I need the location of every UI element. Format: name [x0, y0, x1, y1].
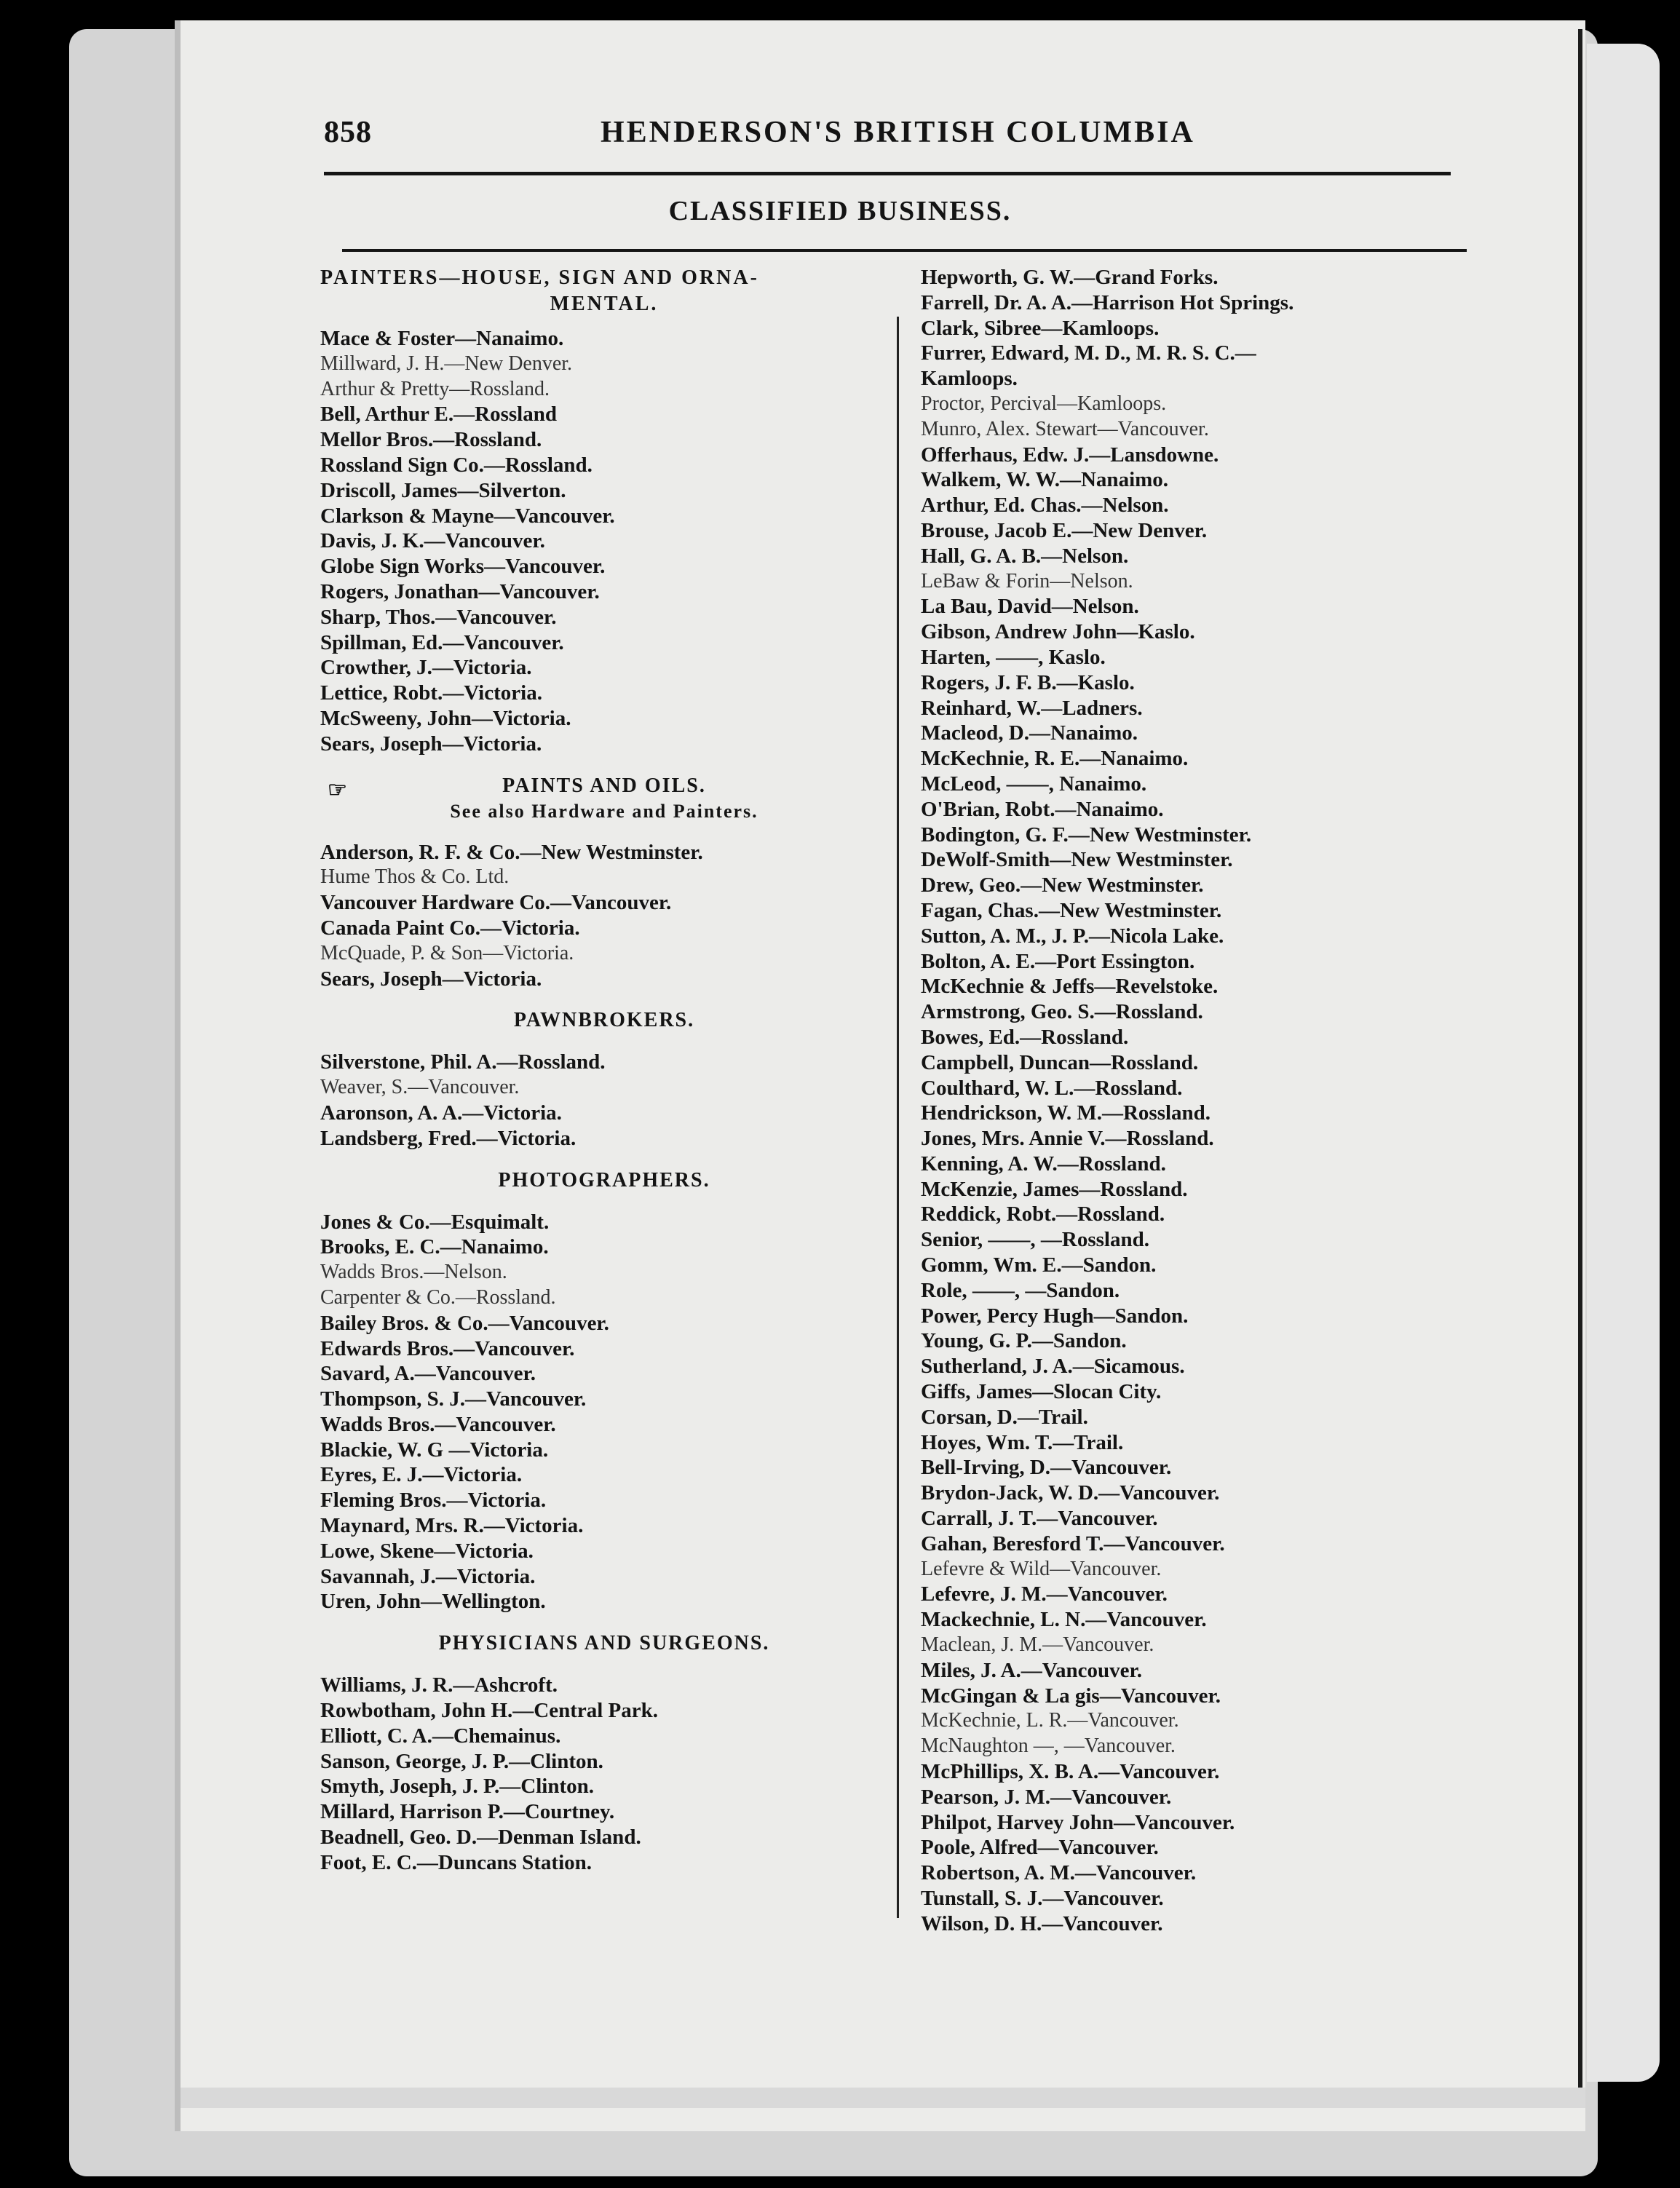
- list-item: Sharp, Thos.—Vancouver.: [320, 605, 557, 629]
- list-item: Gomm, Wm. E.—Sandon.: [921, 1253, 1157, 1277]
- list-item: Lefevre & Wild—Vancouver.: [921, 1557, 1162, 1580]
- list-item: Kamloops.: [921, 367, 1018, 391]
- list-item: Gahan, Beresford T.—Vancouver.: [921, 1531, 1225, 1555]
- list-item: Rowbotham, John H.—Central Park.: [320, 1699, 659, 1723]
- list-item: Bailey Bros. & Co.—Vancouver.: [320, 1311, 609, 1335]
- page-header: [324, 115, 1212, 159]
- list-item: Aaronson, A. A.—Victoria.: [320, 1101, 562, 1125]
- adjacent-page-edge: [1587, 44, 1660, 2082]
- list-item: Uren, John—Wellington.: [320, 1590, 546, 1614]
- list-item: Power, Percy Hugh—Sandon.: [921, 1304, 1189, 1328]
- list-item: Drew, Geo.—New Westminster.: [921, 873, 1204, 897]
- list-item: Clark, Sibree—Kamloops.: [921, 316, 1160, 340]
- list-item: Anderson, R. F. & Co.—New Westminster.: [320, 840, 703, 864]
- page-number: 858: [324, 116, 372, 149]
- list-item: DeWolf-Smith—New Westminster.: [921, 848, 1233, 872]
- list-item: Davis, J. K.—Vancouver.: [320, 529, 545, 553]
- list-item: Fleming Bros.—Victoria.: [320, 1489, 547, 1513]
- left-column: [320, 265, 888, 1876]
- list-item: Maynard, Mrs. R.—Victoria.: [320, 1514, 584, 1538]
- list-item: Bolton, A. E.—Port Essington.: [921, 949, 1195, 973]
- heading-photographers: PHOTOGRAPHERS.: [498, 1168, 710, 1192]
- list-item: Sutton, A. M., J. P.—Nicola Lake.: [921, 924, 1224, 948]
- list-item: Gibson, Andrew John—Kaslo.: [921, 620, 1195, 644]
- right-column: [921, 265, 1481, 1937]
- list-item: Carrall, J. T.—Vancouver.: [921, 1507, 1158, 1531]
- list-item: Brouse, Jacob E.—New Denver.: [921, 518, 1208, 542]
- list-item: Hume Thos & Co. Ltd.: [320, 865, 510, 889]
- list-item: McKenzie, James—Rossland.: [921, 1177, 1188, 1201]
- list-item: Millward, J. H.—New Denver.: [320, 352, 573, 375]
- heading-painters: PAINTERS—HOUSE, SIGN AND ORNA- MENTAL.: [320, 266, 759, 315]
- pointing-hand-icon: ☞: [328, 778, 347, 802]
- list-item: Wadds Bros.—Nelson.: [320, 1261, 507, 1284]
- list-item: Role, ——, —Sandon.: [921, 1278, 1120, 1302]
- list-item: Mace & Foster—Nanaimo.: [320, 327, 564, 350]
- list-item: Hepworth, G. W.—Grand Forks.: [921, 266, 1219, 289]
- list-item: Corsan, D.—Trail.: [921, 1405, 1088, 1429]
- list-item: Savard, A.—Vancouver.: [320, 1362, 536, 1386]
- list-item: Thompson, S. J.—Vancouver.: [320, 1387, 587, 1411]
- list-item: Jones & Co.—Esquimalt.: [320, 1210, 550, 1234]
- list-item: Rogers, J. F. B.—Kaslo.: [921, 670, 1135, 694]
- list-item: Robertson, A. M.—Vancouver.: [921, 1861, 1197, 1885]
- list-item: Brooks, E. C.—Nanaimo.: [320, 1235, 549, 1259]
- list-item: Proctor, Percival—Kamloops.: [921, 392, 1167, 415]
- list-item: Bowes, Ed.—Rossland.: [921, 1025, 1129, 1049]
- list-item: McGingan & La gis—Vancouver.: [921, 1684, 1221, 1708]
- list-item: Canada Paint Co.—Victoria.: [320, 916, 580, 940]
- list-item: Lefevre, J. M.—Vancouver.: [921, 1582, 1168, 1606]
- list-item: Edwards Bros.—Vancouver.: [320, 1336, 575, 1360]
- list-item: Eyres, E. J.—Victoria.: [320, 1463, 523, 1487]
- section-title: CLASSIFIED BUSINESS.: [668, 196, 1012, 226]
- list-item: McPhillips, X. B. A.—Vancouver.: [921, 1760, 1220, 1784]
- list-item: Reddick, Robt.—Rossland.: [921, 1202, 1165, 1226]
- list-item: McLeod, ——, Nanaimo.: [921, 772, 1147, 796]
- list-item: Smyth, Joseph, J. P.—Clinton.: [320, 1775, 595, 1799]
- list-item: Sanson, George, J. P.—Clinton.: [320, 1749, 603, 1773]
- list-item: Crowther, J.—Victoria.: [320, 656, 532, 680]
- list-item: Sears, Joseph—Victoria.: [320, 967, 542, 991]
- list-item: Rossland Sign Co.—Rossland.: [320, 453, 593, 477]
- page-bottom-edge: [181, 2088, 1585, 2108]
- painters-list: [320, 326, 888, 757]
- heading-pawnbrokers: PAWNBROKERS.: [513, 1009, 695, 1032]
- list-item: Young, G. P.—Sandon.: [921, 1329, 1127, 1353]
- list-item: Walkem, W. W.—Nanaimo.: [921, 468, 1169, 492]
- section-rule: [342, 249, 1467, 252]
- list-item: Wadds Bros.—Vancouver.: [320, 1412, 556, 1436]
- list-item: Sears, Joseph—Victoria.: [320, 732, 542, 756]
- list-item: Clarkson & Mayne—Vancouver.: [320, 504, 615, 528]
- list-item: Kenning, A. W.—Rossland.: [921, 1152, 1166, 1176]
- physicians-list-left: [320, 1673, 888, 1875]
- list-item: Furrer, Edward, M. D., M. R. S. C.—: [921, 341, 1256, 365]
- list-item: Lowe, Skene—Victoria.: [320, 1539, 534, 1563]
- column-divider: [897, 317, 899, 1918]
- list-item: Reinhard, W.—Ladners.: [921, 696, 1143, 720]
- list-item: Campbell, Duncan—Rossland.: [921, 1050, 1199, 1074]
- list-item: McSweeny, John—Victoria.: [320, 706, 571, 730]
- header-rule: [324, 172, 1451, 175]
- list-item: Bell-Irving, D.—Vancouver.: [921, 1456, 1172, 1480]
- list-item: Spillman, Ed.—Vancouver.: [320, 630, 564, 654]
- list-item: Brydon-Jack, W. D.—Vancouver.: [921, 1481, 1220, 1505]
- list-item: Elliott, C. A.—Chemainus.: [320, 1724, 561, 1748]
- list-item: Landsberg, Fred.—Victoria.: [320, 1126, 576, 1150]
- list-item: Williams, J. R.—Ashcroft.: [320, 1673, 558, 1697]
- list-item: Beadnell, Geo. D.—Denman Island.: [320, 1826, 641, 1850]
- heading-physicians: PHYSICIANS AND SURGEONS.: [438, 1632, 770, 1655]
- list-item: Hendrickson, W. M.—Rossland.: [921, 1101, 1211, 1125]
- heading-paints-and-oils: PAINTS AND OILS.: [502, 774, 706, 797]
- list-item: Macleod, D.—Nanaimo.: [921, 721, 1138, 745]
- list-item: Foot, E. C.—Duncans Station.: [320, 1850, 593, 1874]
- list-item: McKechnie & Jeffs—Revelstoke.: [921, 975, 1219, 999]
- list-item: Silverstone, Phil. A.—Rossland.: [320, 1050, 606, 1074]
- list-item: Mellor Bros.—Rossland.: [320, 428, 542, 452]
- page-edge-shadow: [1578, 29, 1582, 2089]
- list-item: McQuade, P. & Son—Victoria.: [320, 941, 574, 964]
- running-title: HENDERSON'S BRITISH COLUMBIA: [601, 116, 1195, 149]
- list-item: Philpot, Harvey John—Vancouver.: [921, 1810, 1235, 1834]
- list-item: McKechnie, L. R.—Vancouver.: [921, 1709, 1179, 1732]
- list-item: Miles, J. A.—Vancouver.: [921, 1658, 1142, 1682]
- list-item: Blackie, W. G —Victoria.: [320, 1438, 549, 1462]
- list-item: Coulthard, W. L.—Rossland.: [921, 1076, 1183, 1100]
- list-item: Vancouver Hardware Co.—Vancouver.: [320, 891, 672, 915]
- pawnbrokers-list: [320, 1050, 888, 1151]
- list-item: Fagan, Chas.—New Westminster.: [921, 898, 1222, 922]
- list-item: Bodington, G. F.—New Westminster.: [921, 823, 1252, 847]
- list-item: Weaver, S.—Vancouver.: [320, 1076, 520, 1099]
- list-item: Harten, ——, Kaslo.: [921, 645, 1106, 669]
- list-item: McKechnie, R. E.—Nanaimo.: [921, 747, 1189, 771]
- list-item: Hall, G. A. B.—Nelson.: [921, 544, 1129, 568]
- list-item: Offerhaus, Edw. J.—Lansdowne.: [921, 443, 1219, 467]
- list-item: Pearson, J. M.—Vancouver.: [921, 1785, 1172, 1809]
- list-item: Jones, Mrs. Annie V.—Rossland.: [921, 1127, 1214, 1151]
- list-item: Rogers, Jonathan—Vancouver.: [320, 579, 600, 603]
- photographers-list: [320, 1210, 888, 1615]
- list-item: Arthur & Pretty—Rossland.: [320, 377, 550, 400]
- list-item: Bell, Arthur E.—Rossland: [320, 403, 557, 427]
- list-item: Millard, Harrison P.—Courtney.: [320, 1800, 615, 1824]
- list-item: Driscoll, James—Silverton.: [320, 478, 566, 502]
- list-item: La Bau, David—Nelson.: [921, 595, 1139, 619]
- list-item: Farrell, Dr. A. A.—Harrison Hot Springs.: [921, 290, 1294, 314]
- list-item: Mackechnie, L. N.—Vancouver.: [921, 1608, 1207, 1632]
- list-item: Sutherland, J. A.—Sicamous.: [921, 1355, 1185, 1379]
- list-item: Wilson, D. H.—Vancouver.: [921, 1911, 1163, 1935]
- list-item: O'Brian, Robt.—Nanaimo.: [921, 797, 1164, 821]
- list-item: Savannah, J.—Victoria.: [320, 1564, 536, 1588]
- paints-list: [320, 840, 888, 992]
- list-item: Munro, Alex. Stewart—Vancouver.: [921, 417, 1209, 440]
- list-item: Arthur, Ed. Chas.—Nelson.: [921, 494, 1169, 518]
- list-item: Maclean, J. M.—Vancouver.: [921, 1633, 1154, 1657]
- list-item: Lettice, Robt.—Victoria.: [320, 681, 542, 705]
- list-item: Carpenter & Co.—Rossland.: [320, 1285, 556, 1309]
- see-also-note: See also Hardware and Painters.: [450, 800, 758, 822]
- list-item: McNaughton —, —Vancouver.: [921, 1735, 1176, 1758]
- list-item: Hoyes, Wm. T.—Trail.: [921, 1430, 1124, 1454]
- list-item: Senior, ——, —Rossland.: [921, 1228, 1149, 1252]
- list-item: LeBaw & Forin—Nelson.: [921, 569, 1133, 592]
- list-item: Armstrong, Geo. S.—Rossland.: [921, 1000, 1203, 1024]
- list-item: Globe Sign Works—Vancouver.: [320, 555, 606, 579]
- list-item: Giffs, James—Slocan City.: [921, 1380, 1162, 1404]
- list-item: Poole, Alfred—Vancouver.: [921, 1836, 1159, 1860]
- list-item: Tunstall, S. J.—Vancouver.: [921, 1887, 1164, 1910]
